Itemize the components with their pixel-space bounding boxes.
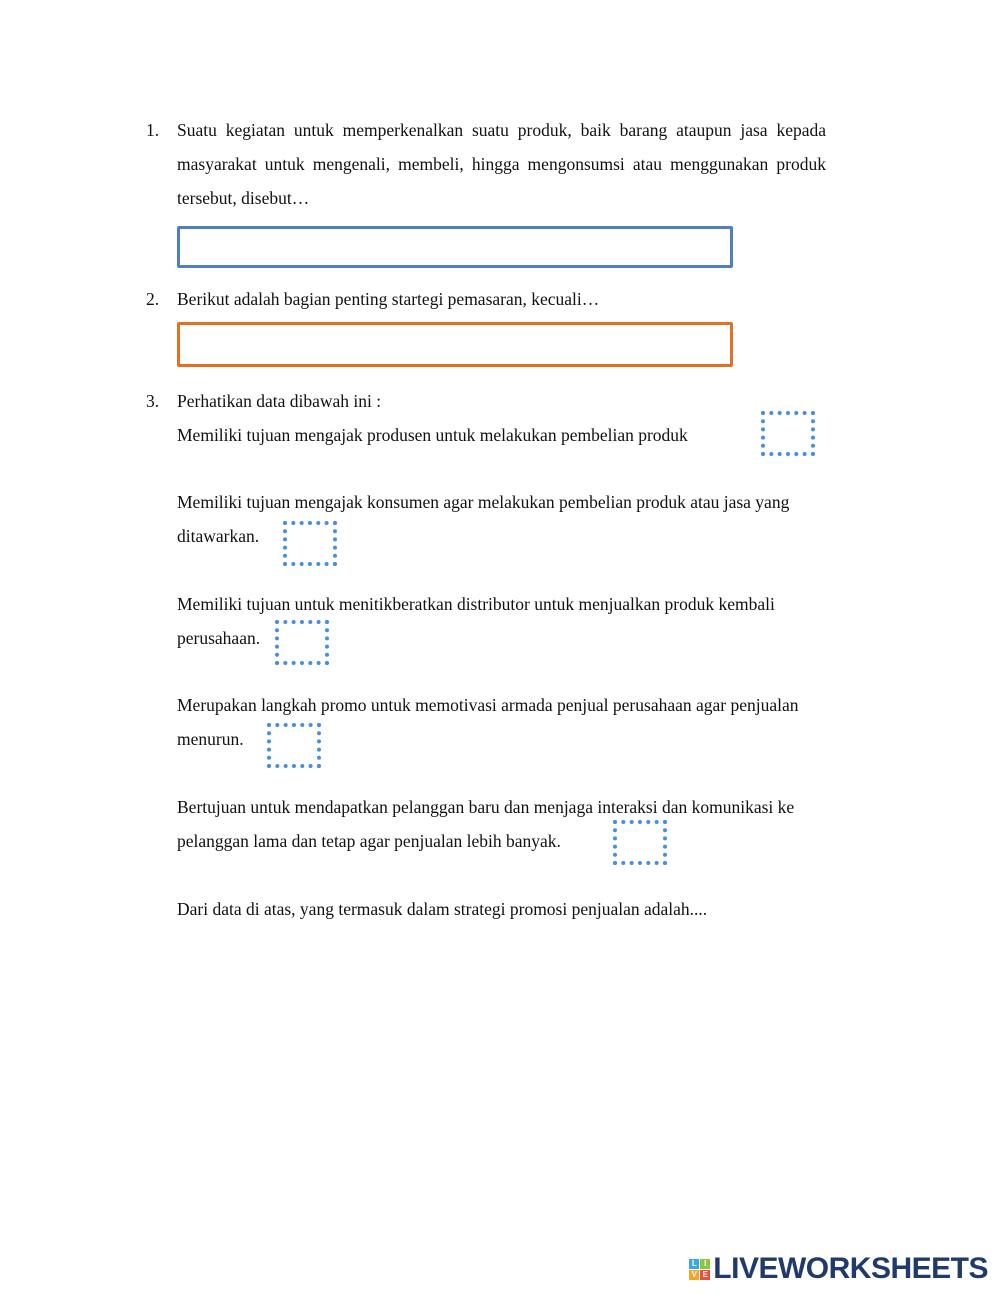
question-1-number: 1. — [146, 120, 160, 140]
option-4-text-line-2: menurun. — [177, 729, 244, 749]
logo-letter-e: E — [700, 1270, 710, 1280]
question-3-intro: Perhatikan data dibawah ini : — [177, 391, 382, 411]
option-5-text-line-1: Bertujuan untuk mendapatkan pelanggan baru dan menjaga interaksi dan komunikasi ke — [177, 797, 795, 817]
option-2-text-line-2: ditawarkan. — [177, 526, 260, 546]
option-1-text: Memiliki tujuan mengajak produsen untuk melakukan pembelian produk — [177, 425, 688, 445]
liveworksheets-wordmark: LIVEWORKSHEETS — [713, 1252, 988, 1285]
option-3-checkbox[interactable] — [275, 620, 329, 665]
option-4-checkbox[interactable] — [267, 723, 321, 768]
question-3-closing: Dari data di atas, yang termasuk dalam strategi promosi penjualan adalah.... — [177, 899, 708, 919]
liveworksheets-brand — [689, 1254, 988, 1284]
option-4-text-line-1: Merupakan langkah promo untuk memotivasi armada penjual perusahaan agar penjualan — [177, 695, 799, 715]
option-5-text-line-2: pelanggan lama dan tetap agar penjualan lebih banyak. — [177, 831, 561, 851]
question-1-text: Suatu kegiatan untuk memperkenalkan suatu produk, baik barang ataupun jasa kepada masyarakat untuk mengenali, membeli, hingga mengonsumsi atau menggunakan produk tersebut, disebut… — [177, 120, 826, 208]
option-2-text-line-1: Memiliki tujuan mengajak konsumen agar melakukan pembelian produk atau jasa yang — [177, 492, 790, 512]
question-1-answer-field[interactable] — [177, 226, 733, 268]
option-3-text-line-2: perusahaan. — [177, 628, 261, 648]
option-5-checkbox[interactable] — [613, 820, 667, 865]
option-1-checkbox[interactable] — [761, 411, 815, 456]
question-2-answer-field[interactable] — [177, 322, 733, 367]
logo-letter-i: I — [700, 1259, 710, 1269]
question-2-number: 2. — [146, 289, 160, 309]
question-2-text: Berikut adalah bagian penting startegi pemasaran, kecuali… — [177, 289, 600, 309]
option-2-checkbox[interactable] — [283, 521, 337, 566]
logo-letter-v: V — [689, 1270, 699, 1280]
liveworksheets-logo-icon — [689, 1259, 710, 1280]
option-3-text-line-1: Memiliki tujuan untuk menitikberatkan distributor untuk menjualkan produk kembali — [177, 594, 775, 614]
logo-letter-l: L — [689, 1259, 699, 1269]
question-3-number: 3. — [146, 391, 160, 411]
